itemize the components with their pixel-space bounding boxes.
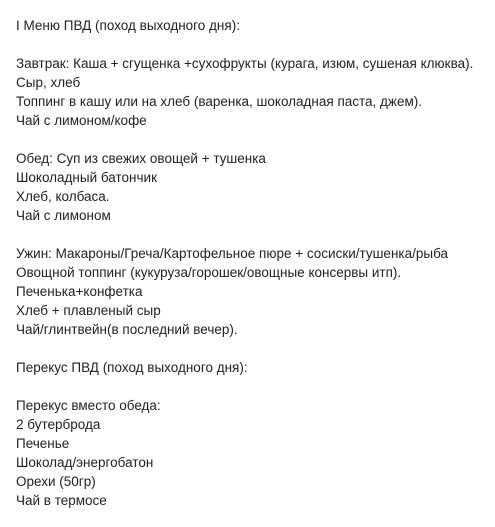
spacer <box>16 35 491 54</box>
breakfast-line: Завтрак: Каша + сгущенка +сухофрукты (курага, изюм, сушеная клюква). <box>16 56 474 71</box>
lunch-line: Обед: Суп из свежих овощей + тушенка <box>16 151 266 166</box>
dinner-line: Печенька+конфетка <box>16 284 143 299</box>
breakfast-line: Топпинг в кашу или на хлеб (варенка, шоколадная паста, джем). <box>16 94 423 109</box>
snack-title: Перекус ПВД (поход выходного дня): <box>16 360 248 375</box>
dinner-line: Ужин: Макароны/Греча/Картофельное пюре + сосиски/тушенка/рыба <box>16 246 448 261</box>
dinner-line: Овощной топпинг (кукуруза/горошек/овощные консервы итп). <box>16 265 402 280</box>
snack-line: Перекус вместо обеда: <box>16 398 161 413</box>
snack-line: 2 бутерброда <box>16 417 101 432</box>
menu-title: I Меню ПВД (поход выходного дня): <box>16 18 240 33</box>
breakfast-line: Сыр, хлеб <box>16 75 81 90</box>
lunch-line: Чай с лимоном <box>16 208 111 223</box>
snack-line: Шоколад/энергобатон <box>16 455 154 470</box>
menu-document <box>16 16 491 510</box>
snack-line: Печенье <box>16 436 70 451</box>
snack-line: Орехи (50гр) <box>16 474 96 489</box>
lunch-line: Шоколадный батончик <box>16 170 157 185</box>
spacer <box>16 377 491 396</box>
spacer <box>16 339 491 358</box>
lunch-line: Хлеб, колбаса. <box>16 189 110 204</box>
dinner-line: Хлеб + плавленый сыр <box>16 303 161 318</box>
snack-line: Чай в термосе <box>16 493 107 508</box>
spacer <box>16 130 491 149</box>
breakfast-line: Чай с лимоном/кофе <box>16 113 147 128</box>
spacer <box>16 225 491 244</box>
dinner-line: Чай/глинтвейн(в последний вечер). <box>16 322 238 337</box>
